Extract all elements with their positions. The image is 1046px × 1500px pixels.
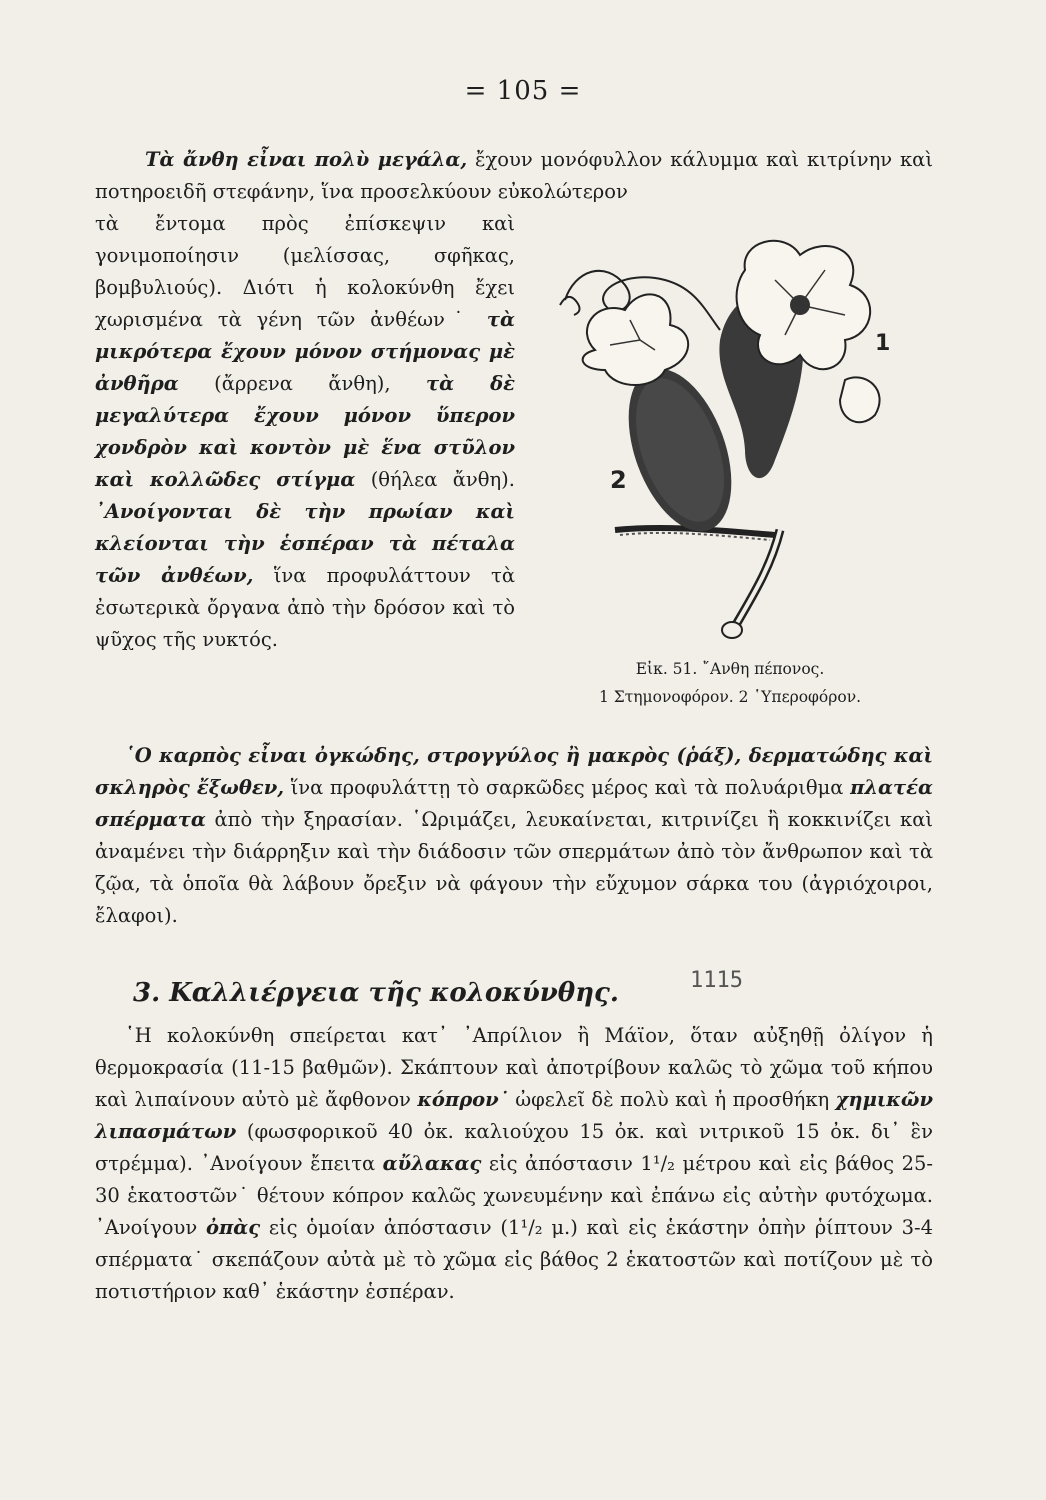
flowers-wrap-text-1: τὰ ἔντομα πρὸς ἐπίσκεψιν καὶ γονιμοποίησιν (μελίσσας, σφῆκας, βομβυλιούς). Διότι ἡ κολοκύνθη ἔχει χωρισμένα τὰ γένη τῶν ἀνθέων˙ (95, 212, 515, 331)
fruit-bold-b: πλατέα σπέρματα (95, 776, 934, 831)
flowers-line1-rest: ἔχουν μονόφυλλον κάλυμμα καὶ (475, 148, 800, 171)
melon-flowers-illustration (545, 230, 925, 660)
flowers-bold-1: τὰ μικρότερα ἔχουν μόνον στήμονας μὲ ἀνθῆρα (95, 308, 515, 395)
cult-bold-a: κόπρον˙ (417, 1088, 509, 1111)
melon-flowers-drawing (545, 230, 925, 660)
flowers-bold-3: ᾿Ανοίγονται δὲ τὴν πρωίαν καὶ κλείονται τὴν ἑσπέραν τὰ πέταλα τῶν ἀνθέων, (95, 500, 515, 587)
cult-bold-d: ὀπὰς (205, 1216, 261, 1239)
page-number: = 105 = (464, 76, 582, 106)
figure-caption-title: Εἰκ. 51. ῎Ανθη πέπονος. (635, 660, 825, 678)
paragraph-cultivation (95, 1020, 933, 1308)
figure-label-1: 1 (875, 331, 891, 356)
section-heading: 3. Καλλιέργεια τῆς κολοκύνθης. (133, 978, 619, 1008)
cult-bold-b: χημικῶν λιπασμάτων (95, 1088, 934, 1143)
cult-text-b: ὠφελεῖ δὲ πολὺ καὶ ἡ προσθήκη (515, 1088, 830, 1111)
figure-caption-subtitle: 1 Στημονοφόρον. 2 ῾Υπεροφόρον. (598, 688, 862, 706)
fruit-text-a: ἵνα προφυλάττῃ τὸ σαρκῶδες μέρος καὶ τὰ πολυάριθμα (290, 776, 844, 799)
cult-bold-c: αὔλακας (382, 1152, 482, 1175)
flowers-text-4: ἵνα προφυλάττουν τὰ ἐσωτερικὰ ὄργανα ἀπὸ τὴν δρόσον καὶ τὸ ψῦχος τῆς νυκτός. (95, 564, 515, 651)
flowers-bold-2: τὰ δὲ μεγαλύτερα ἔχουν μόνον ὕπερον χονδρὸν καὶ κοντὸν μὲ ἕνα στῦλον καὶ κολλῶδες στίγμα (95, 372, 515, 491)
flowers-line2: κιτρίνην καὶ ποτηροειδῆ στεφάνην, ἵνα προσελκύουν εὐκολώτερον (95, 148, 933, 203)
flowers-lead-bold: Τὰ ἄνθη εἶναι πολὺ μεγάλα, (145, 148, 468, 171)
paragraph-fruit (95, 740, 933, 932)
cult-text-c: (φωσφορικοῦ 40 ὀκ. καλιούχου 15 ὀκ. καὶ νιτρικοῦ 15 ὀκ. δι᾿ ἓν στρέμμα). ᾿Ανοίγουν ἔπειτα (95, 1120, 934, 1175)
flowers-text-3: (θήλεα ἄνθη). (370, 468, 515, 491)
cult-text-d: εἰς ἀπόστασιν 1¹/₂ μέτρου καὶ εἰς βάθος 25-30 ἑκατοστῶν˙ θέτουν κόπρον καλῶς χωνευμένην καὶ ἐπάνω εἰς αὐτὴν φυτόχωμα. ᾿Ανοίγουν (95, 1152, 933, 1239)
fruit-text-b: ἀπὸ τὴν ξηρασίαν. ῾Ωριμάζει, λευκαίνεται, κιτρινίζει ἢ κοκκινίζει καὶ ἀναμένει τὴν διάρρηξιν καὶ τὴν διάδοσιν τῶν σπερμάτων ἀπὸ τὸν ἄνθρωπον καὶ τὰ ζῷα, τὰ ὁποῖα θὰ λάβουν ὄρεξιν νὰ φάγουν τὴν εὔχυμον σάρκα του (ἀγριόχοιροι, ἔλαφοι). (95, 808, 934, 927)
handwritten-stamp: 1115 (690, 968, 743, 993)
paragraph-flowers-wrap (95, 208, 515, 656)
figure-label-2: 2 (610, 466, 627, 494)
fruit-bold-a: ῾Ο καρπὸς εἶναι ὀγκώδης, στρογγύλος ἢ μακρὸς (ῥάξ), δερματώδης καὶ σκληρὸς ἔξωθεν, (95, 744, 933, 799)
cult-text-a: ῾Η κολοκύνθη σπείρεται κατ᾿ ᾿Απρίλιον ἢ Μάϊον, ὅταν αὐξηθῇ ὀλίγον ἡ θερμοκρασία (11-15 βαθμῶν). Σκάπτουν καὶ ἀποτρίβουν καλῶς τὸ χῶμα τοῦ κήπου καὶ λιπαίνουν αὐτὸ μὲ ἄφθονον (95, 1024, 933, 1111)
paragraph-flowers-intro (95, 144, 933, 208)
flowers-text-2: (ἄρρενα ἄνθη), (214, 372, 391, 395)
cult-text-e: εἰς ὁμοίαν ἀπόστασιν (1¹/₂ μ.) καὶ εἰς ἑκάστην ὀπὴν ῥίπτουν 3-4 σπέρματα˙ σκεπάζουν αὐτὰ μὲ τὸ χῶμα εἰς βάθος 2 ἑκατοστῶν καὶ ποτίζουν μὲ τὸ ποτιστήριον καθ᾿ ἑκάστην ἑσπέραν. (95, 1216, 934, 1303)
